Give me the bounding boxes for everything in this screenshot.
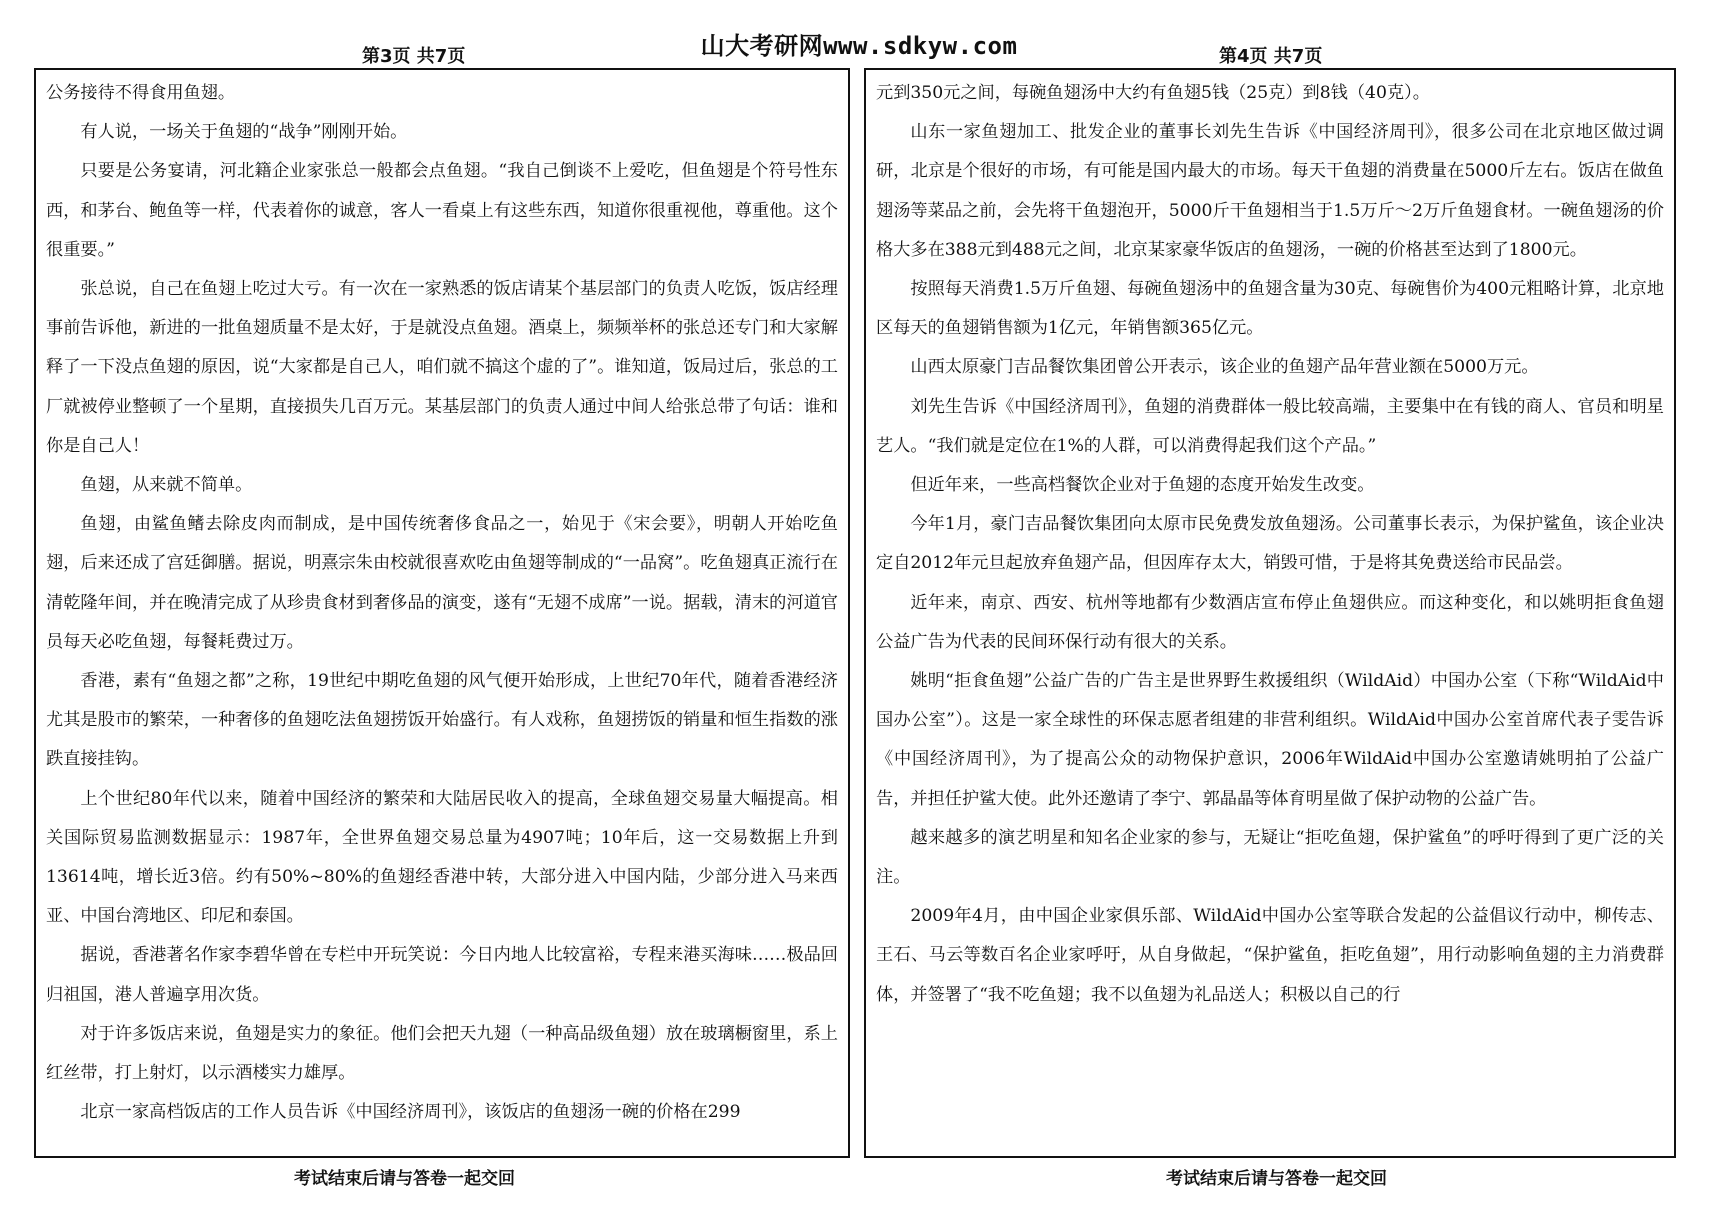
paragraph: 香港，素有“鱼翅之都”之称，19世纪中期吃鱼翅的风气便开始形成，上世纪70年代，随着香港经济尤其是股市的繁荣，一种奢侈的鱼翅吃法鱼翅捞饭开始盛行。有人戏称，鱼翅捞饭的销量和恒生指数的涨跌直接挂钩。 xyxy=(46,671,838,770)
paragraph: 北京一家高档饭店的工作人员告诉《中国经济周刊》，该饭店的鱼翅汤一碗的价格在299 xyxy=(80,1102,741,1123)
paragraph: 近年来，南京、西安、杭州等地都有少数酒店宣布停止鱼翅供应。而这种变化，和以姚明拒食鱼翅公益广告为代表的民间环保行动有很大的关系。 xyxy=(876,592,1664,652)
paragraph: 鱼翅，由鲨鱼鳍去除皮肉而制成，是中国传统奢侈食品之一，始见于《宋会要》，明朝人开始吃鱼翅，后来还成了宫廷御膳。据说，明熹宗朱由校就很喜欢吃由鱼翅等制成的“一品窝”。吃鱼翅真正流行在清乾隆年间，并在晚清完成了从珍贵食材到奢侈品的演变，遂有“无翅不成席”一说。据载，清末的河道官员每天必吃鱼翅，每餐耗费过万。 xyxy=(46,514,838,652)
site-header: 山大考研网www.sdkyw.com xyxy=(700,32,1018,60)
left-footer-note: 考试结束后请与答卷一起交回 xyxy=(294,1169,515,1189)
paragraph: 2009年4月，由中国企业家俱乐部、WildAid中国办公室等联合发起的公益倡议行动中，柳传志、王石、马云等数百名企业家呼吁，从自身做起，“保护鲨鱼，拒吃鱼翅”，用行动影响鱼翅的主力消费群体，并签署了“我不吃鱼翅；我不以鱼翅为礼品送人；积极以自己的行 xyxy=(876,906,1664,1005)
paragraph: 只要是公务宴请，河北籍企业家张总一般都会点鱼翅。“我自己倒谈不上爱吃，但鱼翅是个符号性东西，和茅台、鲍鱼等一样，代表着你的诚意，客人一看桌上有这些东西，知道你很重视他，尊重他。这个很重要。” xyxy=(46,161,838,260)
paragraph: 据说，香港著名作家李碧华曾在专栏中开玩笑说：今日内地人比较富裕，专程来港买海味……极品回归祖国，港人普遍享用次货。 xyxy=(46,945,838,1005)
left-page-panel xyxy=(34,68,850,1158)
right-footer-note: 考试结束后请与答卷一起交回 xyxy=(1166,1169,1387,1189)
paragraph: 刘先生告诉《中国经济周刊》，鱼翅的消费群体一般比较高端，主要集中在有钱的商人、官员和明星艺人。“我们就是定位在1%的人群，可以消费得起我们这个产品。” xyxy=(876,396,1664,456)
paragraph: 山西太原豪门吉品餐饮集团曾公开表示，该企业的鱼翅产品年营业额在5000万元。 xyxy=(910,357,1539,378)
paragraph: 有人说，一场关于鱼翅的“战争”刚刚开始。 xyxy=(80,122,408,143)
right-page-number: 第4页 共7页 xyxy=(1219,46,1323,67)
paragraph: 按照每天消费1.5万斤鱼翅、每碗鱼翅汤中的鱼翅含量为30克、每碗售价为400元粗略计算，北京地区每天的鱼翅销售额为1亿元，年销售额365亿元。 xyxy=(876,279,1664,339)
paragraph: 姚明“拒食鱼翅”公益广告的广告主是世界野生救援组织（WildAid）中国办公室（下称“WildAid中国办公室”）。这是一家全球性的环保志愿者组建的非营利组织。WildAid中国办公室首席代表子雯告诉《中国经济周刊》，为了提高公众的动物保护意识，2006年WildAid中国办公室邀请姚明拍了公益广告，并担任护鲨大使。此外还邀请了李宁、郭晶晶等体育明星做了保护动物的公益广告。 xyxy=(876,671,1664,809)
paragraph: 鱼翅，从来就不简单。 xyxy=(80,475,253,496)
paragraph: 越来越多的演艺明星和知名企业家的参与，无疑让“拒吃鱼翅，保护鲨鱼”的呼吁得到了更广泛的关注。 xyxy=(876,827,1664,888)
paragraph: 上个世纪80年代以来，随着中国经济的繁荣和大陆居民收入的提高，全球鱼翅交易量大幅提高。相关国际贸易监测数据显示：1987年，全世界鱼翅交易总量为4907吨；10年后，这一交易数据上升到13614吨，增长近3倍。约有50%~80%的鱼翅经香港中转，大部分进入中国内陆，少部分进入马来西亚、中国台湾地区、印尼和泰国。 xyxy=(46,788,838,927)
paragraph: 山东一家鱼翅加工、批发企业的董事长刘先生告诉《中国经济周刊》，很多公司在北京地区做过调研，北京是个很好的市场，有可能是国内最大的市场。每天干鱼翅的消费量在5000斤左右。饭店在做鱼翅汤等菜品之前，会先将干鱼翅泡开，5000斤干鱼翅相当于1.5万斤～2万斤鱼翅食材。一碗鱼翅汤的价格大多在388元到488元之间，北京某家豪华饭店的鱼翅汤，一碗的价格甚至达到了1800元。 xyxy=(876,122,1664,260)
left-page-number: 第3页 共7页 xyxy=(362,46,466,67)
paragraph: 但近年来，一些高档餐饮企业对于鱼翅的态度开始发生改变。 xyxy=(910,475,1375,496)
paragraph: 张总说，自己在鱼翅上吃过大亏。有一次在一家熟悉的饭店请某个基层部门的负责人吃饭，饭店经理事前告诉他，新进的一批鱼翅质量不是太好，于是就没点鱼翅。酒桌上，频频举杯的张总还专门和大家解释了一下没点鱼翅的原因，说“大家都是自己人，咱们就不搞这个虚的了”。谁知道，饭局过后，张总的工厂就被停业整顿了一个星期，直接损失几百万元。某基层部门的负责人通过中间人给张总带了句话：谁和你是自己人！ xyxy=(46,279,838,456)
paragraph: 元到350元之间，每碗鱼翅汤中大约有鱼翅5钱（25克）到8钱（40克）。 xyxy=(876,83,1430,103)
paragraph: 对于许多饭店来说，鱼翅是实力的象征。他们会把天九翅（一种高品级鱼翅）放在玻璃橱窗里，系上红丝带，打上射灯，以示酒楼实力雄厚。 xyxy=(46,1023,838,1084)
paragraph: 公务接待不得食用鱼翅。 xyxy=(46,83,236,103)
right-page-panel xyxy=(864,68,1676,1158)
paragraph: 今年1月，豪门吉品餐饮集团向太原市民免费发放鱼翅汤。公司董事长表示，为保护鲨鱼，该企业决定自2012年元旦起放弃鱼翅产品，但因库存太大，销毁可惜，于是将其免费送给市民品尝。 xyxy=(876,514,1664,574)
